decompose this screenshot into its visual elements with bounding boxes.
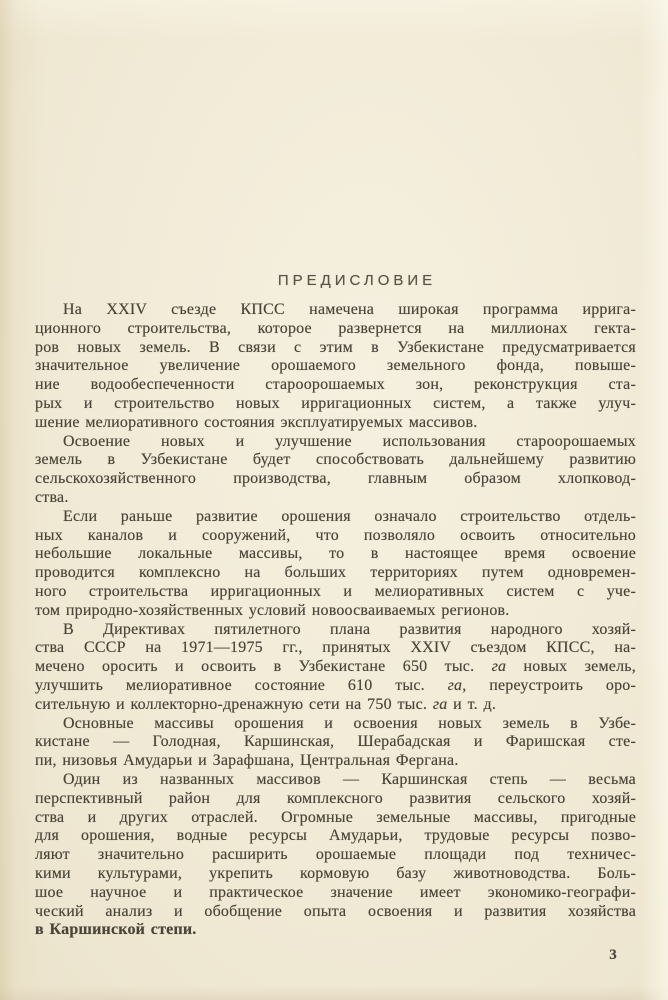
- text-line: В Директивах пятилетного плана развития народного хозяй-: [63, 620, 636, 638]
- text-line: Освоение новых и улучшение использования староорошаемых: [63, 432, 636, 450]
- text-line: сельскохозяйственного производства, главным образом хлопковод-: [35, 470, 636, 488]
- text-line: шение мелиоративного состояния эксплуатируемых массивов.: [35, 413, 478, 431]
- text-line: На XXIV съезде КПСС намечена широкая программа иррига-: [63, 301, 636, 318]
- text-line: рых и строительство новых ирригационных систем, а также улуч-: [35, 394, 636, 412]
- text-line: ческий анализ и обобщение опыта освоения и развития хозяйства: [35, 902, 636, 920]
- text-line: для орошения, водные ресурсы Амударьи, трудовые ресурсы позво-: [35, 827, 636, 845]
- text-line: проводится комплексно на больших территориях путем одновремен-: [35, 564, 636, 582]
- text-line: перспективный район для комплексного развития сельского хозяй-: [35, 789, 636, 807]
- page-number: 3: [609, 947, 617, 963]
- text-line: земель в Узбекистане будет способствовать дальнейшему развитию: [35, 451, 636, 469]
- text-line: ных каналов и сооружений, что позволяло освоить относительно: [35, 526, 636, 544]
- text-line: Один из названных массивов — Каршинская степь — весьма: [63, 770, 636, 788]
- text-line: значительное увеличение орошаемого земельного фонда, повыше-: [35, 357, 636, 375]
- text-line: в Каршинской степи.: [35, 921, 197, 939]
- paragraph: [35, 301, 636, 433]
- text-line: ние водообеспеченности староорошаемых зон, реконструкция ста-: [35, 376, 636, 394]
- text-line: Если раньше развитие орошения означало строительство отдель-: [63, 507, 636, 525]
- text-line: ства.: [35, 488, 69, 506]
- text-line: кистане — Голодная, Каршинская, Шерабадская и Фаришская сте-: [35, 733, 636, 751]
- text-line: кими культурами, укрепить кормовую базу животноводства. Боль-: [35, 864, 636, 882]
- body-text: [35, 301, 636, 940]
- paragraph: [35, 771, 636, 940]
- text-line: ства СССР на 1971—1975 гг., принятых XXIV съездом КПСС, на-: [35, 639, 636, 657]
- text-line: мечено оросить и освоить в Узбекистане 650 тыс. га новых земель,: [35, 658, 636, 676]
- text-line: улучшить мелиоративное состояние 610 тыс. га, переустроить оро-: [35, 676, 637, 694]
- text-line: Основные массивы орошения и освоения новых земель в Узбе-: [63, 714, 636, 732]
- paragraph: [35, 433, 636, 508]
- text-line: ного строительства ирригационных и мелиоративных систем с уче-: [35, 582, 636, 600]
- paragraph: [35, 621, 636, 715]
- text-line: ционного строительства, которое развернется на миллионах гекта-: [35, 319, 636, 337]
- text-line: ства и других отраслей. Огромные земельные массивы, пригодные: [35, 808, 636, 826]
- paragraph: [35, 715, 636, 771]
- text-line: пи, низовья Амударьи и Зарафшана, Центральная Фергана.: [35, 752, 459, 770]
- text-line: сительную и коллекторно-дренажную сети на 750 тыс. га и т. д.: [35, 695, 497, 713]
- text-line: шое научное и практическое значение имеет экономико-географи-: [35, 883, 636, 901]
- text-line: небольшие локальные массивы, то в настоящее время освоение: [35, 545, 636, 563]
- preface-title: ПРЕДИСЛОВИЕ: [277, 272, 437, 289]
- text-line: ров новых земель. В связи с этим в Узбекистане предусматривается: [35, 338, 636, 356]
- paragraph: [35, 508, 636, 621]
- text-line: ляют значительно расширить орошаемые площади под техничес-: [35, 846, 636, 864]
- text-line: том природно-хозяйственных условий новоосваиваемых регионов.: [35, 601, 510, 619]
